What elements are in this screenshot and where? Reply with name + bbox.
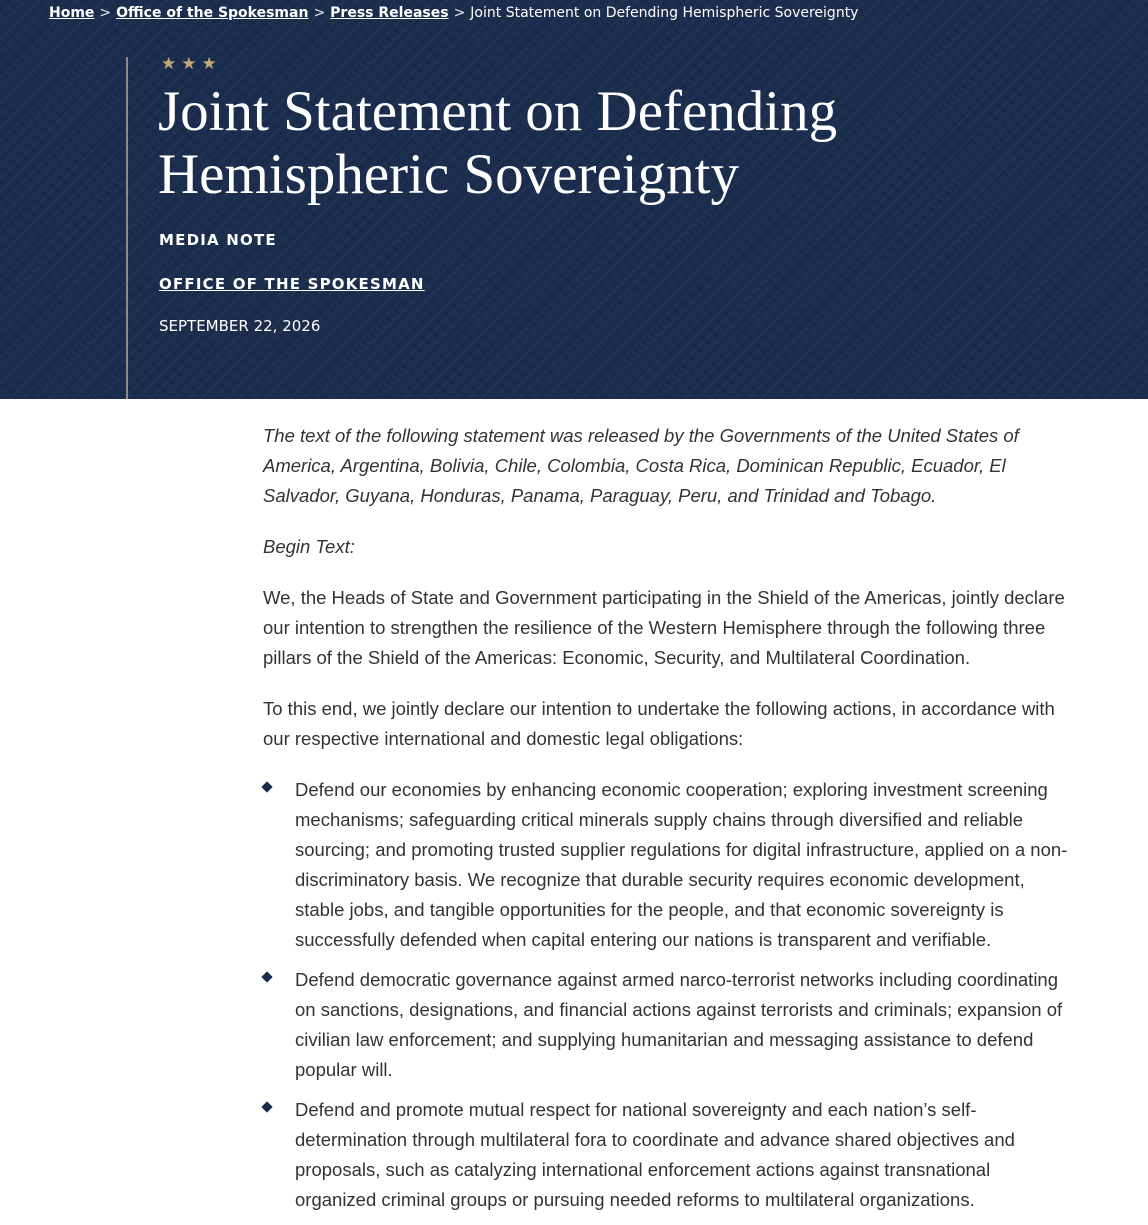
list-item-text: Defend democratic governance against armed narco-terrorist networks including coordinating on sanctions, designations, and financial actions against terrorists and criminals; expansion of civilian law enforcement; and supplying humanitarian and messaging assistance to defend popular will. xyxy=(295,969,1063,1080)
page-title: Joint Statement on Defending Hemispheric Sovereignty xyxy=(158,80,838,206)
begin-text-label: Begin Text: xyxy=(263,536,355,557)
article-type-label: MEDIA NOTE xyxy=(159,231,277,249)
diamond-bullet-icon xyxy=(261,781,272,792)
page-header-banner xyxy=(0,0,1148,399)
article-body xyxy=(263,421,1075,1225)
breadcrumb-current-page: Joint Statement on Defending Hemispheric Sovereignty xyxy=(470,5,859,21)
list-item xyxy=(263,965,1075,1085)
list-item xyxy=(263,1095,1075,1215)
breadcrumb-spokesman-link[interactable]: Office of the Spokesman xyxy=(116,5,309,21)
body-paragraph-1: We, the Heads of State and Government participating in the Shield of the Americas, jointly declare our intention to strengthen the resilience of the Western Hemisphere through the following three pillars of the Shield of the Americas: Economic, Security, and Multilateral Coordination. xyxy=(263,587,1065,668)
stars-icon: ★★★ xyxy=(161,54,222,74)
breadcrumb-press-releases-link[interactable]: Press Releases xyxy=(330,5,449,21)
breadcrumb xyxy=(49,5,858,21)
header-accent-line xyxy=(126,57,128,399)
breadcrumb-home-link[interactable]: Home xyxy=(49,5,95,21)
list-item xyxy=(263,775,1075,955)
diamond-bullet-icon xyxy=(261,971,272,982)
list-item-text: Defend our economies by enhancing economic cooperation; exploring investment screening mechanisms; safeguarding critical minerals supply chains through diversified and reliable sourcing; and promoting trusted supplier regulations for digital infrastructure, applied on a non-discriminatory basis. We recognize that durable security requires economic development, stable jobs, and tangible opportunities for the people, and that economic sovereignty is successfully defended when capital entering our nations is transparent and verifiable. xyxy=(295,779,1068,950)
breadcrumb-separator: > xyxy=(99,5,112,21)
body-paragraph-2: To this end, we jointly declare our intention to undertake the following actions, in accordance with our respective international and domestic legal obligations: xyxy=(263,698,1055,749)
intro-paragraph: The text of the following statement was released by the Governments of the United States of America, Argentina, Bolivia, Chile, Colombia, Costa Rica, Dominican Republic, Ecuador, El Salvador, Guyana, Honduras, Panama, Paraguay, Peru, and Trinidad and Tobago. xyxy=(263,425,1019,506)
diamond-bullet-icon xyxy=(261,1101,272,1112)
publish-date: SEPTEMBER 22, 2026 xyxy=(159,317,321,335)
breadcrumb-separator: > xyxy=(313,5,326,21)
list-item-text: Defend and promote mutual respect for national sovereignty and each nation’s self-determination through multilateral fora to coordinate and advance shared objectives and proposals, such as catalyzing international enforcement actions against transnational organized criminal groups or pursuing needed reforms to multilateral organizations. xyxy=(295,1099,1015,1210)
breadcrumb-separator: > xyxy=(453,5,466,21)
pillar-list xyxy=(263,775,1075,1215)
office-of-the-spokesman-link[interactable]: OFFICE OF THE SPOKESMAN xyxy=(159,275,425,293)
